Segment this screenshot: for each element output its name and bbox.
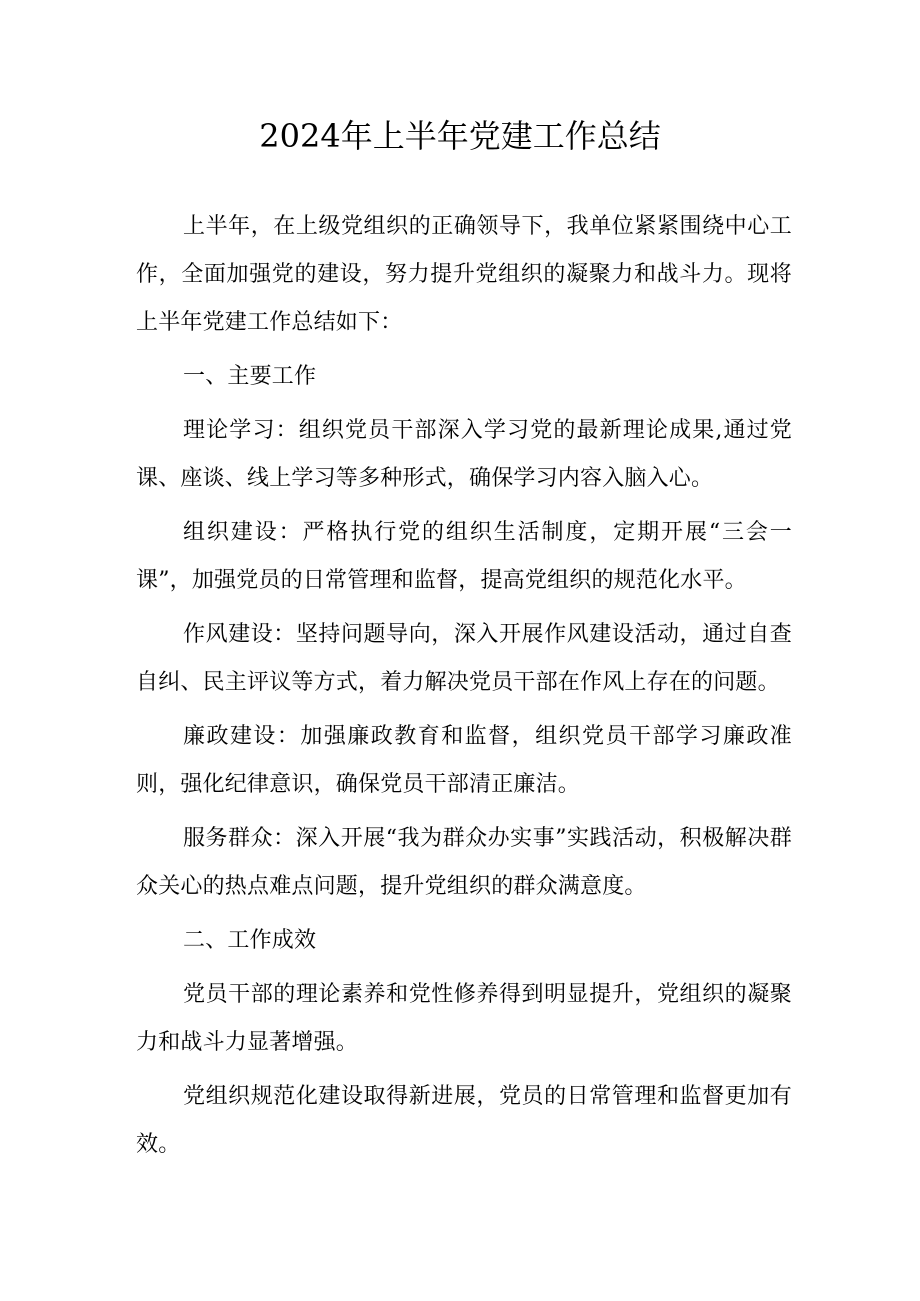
work-item-serve-public: 服务群众：深入开展“我为群众办实事”实践活动，积极解决群众关心的热点难点问题，提升党组织的群众满意度。 [136,826,792,899]
work-item-organization: 组织建设：严格执行党的组织生活制度，定期开展“三会一课”，加强党员的日常管理和监督，提高党组织的规范化水平。 [136,520,792,593]
result-item-1: 党员干部的理论素养和党性修养得到明显提升，党组织的凝聚力和战斗力显著增强。 [136,982,792,1055]
result-item-2: 党组织规范化建设取得新进展，党员的日常管理和监督更加有效。 [136,1084,792,1157]
document-title: 2024年上半年党建工作总结 [259,117,661,155]
section-heading-results: 二、工作成效 [183,928,317,953]
section-heading-main-work: 一、主要工作 [183,364,317,389]
work-item-integrity: 廉政建设：加强廉政教育和监督，组织党员干部学习廉政准则，强化纪律意识，确保党员干部清正廉洁。 [136,724,792,797]
work-item-work-style: 作风建设：坚持问题导向，深入开展作风建设活动，通过自查自纠、民主评议等方式，着力解决党员干部在作风上存在的问题。 [136,622,792,695]
intro-paragraph: 上半年，在上级党组织的正确领导下，我单位紧紧围绕中心工作，全面加强党的建设，努力提升党组织的凝聚力和战斗力。现将上半年党建工作总结如下： [136,214,792,335]
document-body [136,203,792,1175]
work-item-theory-study: 理论学习：组织党员干部深入学习党的最新理论成果,通过党课、座谈、线上学习等多种形式，确保学习内容入脑入心。 [136,418,792,491]
